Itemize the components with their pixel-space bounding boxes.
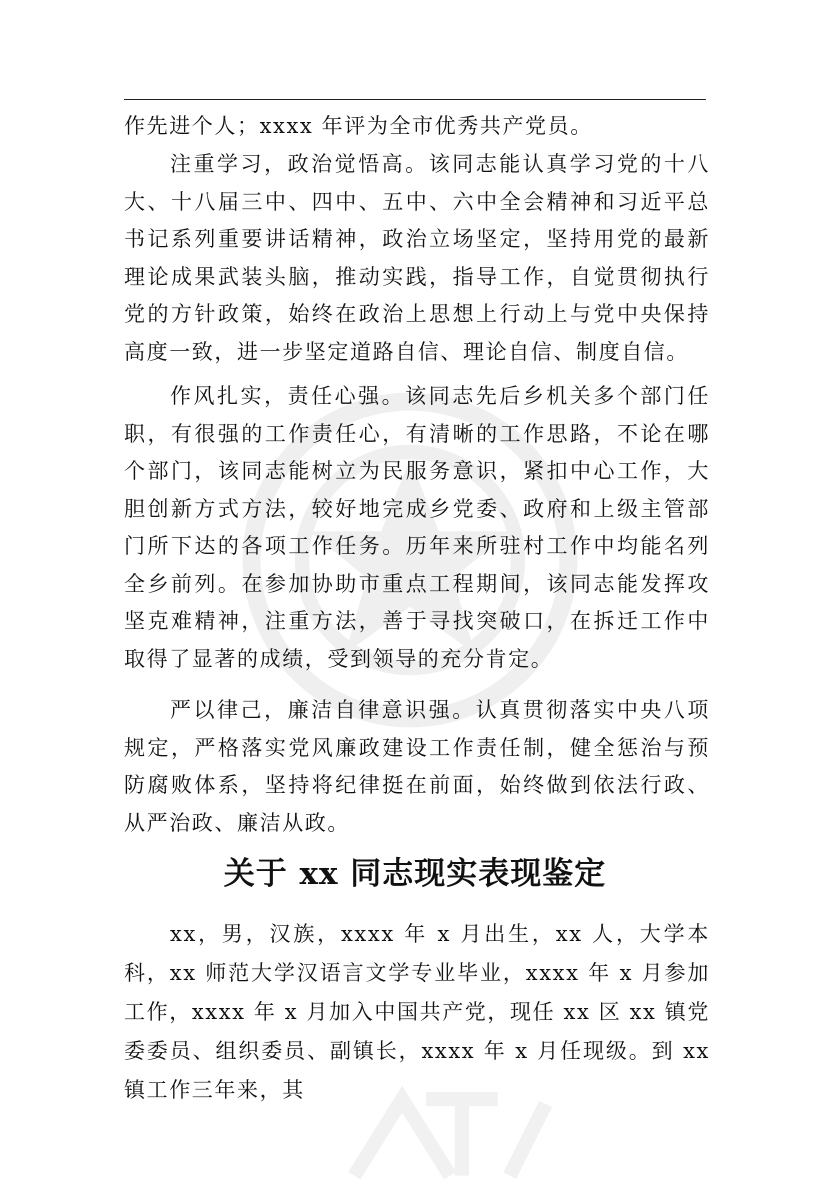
header-rule [124, 99, 706, 100]
paragraph-self-discipline: 严以律己，廉洁自律意识强。认真贯彻落实中央八项规定，严格落实党风廉政建设工作责任制，健全惩治与预防腐败体系，坚持将纪律挺在前面，始终做到依法行政、从严治政、廉洁从政。 [124, 698, 710, 835]
continuation-line: 作先进个人；xxxx 年评为全市优秀共产党员。 [124, 114, 593, 138]
section-paragraph: xx，男，汉族，xxxx 年 x 月出生，xx 人，大学本科，xx 师范大学汉语言文学专业毕业，xxxx 年 x 月参加工作，xxxx 年 x 月加入中国共产党，现任 xx 区 xx 镇党委委员、组织委员、副镇长，xxxx 年 x 月任现级。到 xx 镇工作三年来，其 [124, 922, 710, 1102]
paragraph-study: 注重学习，政治觉悟高。该同志能认真学习党的十八大、十八届三中、四中、五中、六中全会精神和习近平总书记系列重要讲话精神，政治立场坚定，坚持用党的最新理论成果武装头脑，推动实践，指导工作，自觉贯彻执行党的方针政策，始终在政治上思想上行动上与党中央保持高度一致，进一步坚定道路自信、理论自信、制度自信。 [124, 152, 710, 364]
section-title: 关于 xx 同志现实表现鉴定 [223, 856, 607, 892]
paragraph-work-style: 作风扎实，责任心强。该同志先后乡机关多个部门任职，有很强的工作责任心，有清晰的工作思路，不论在哪个部门，该同志能树立为民服务意识，紧扣中心工作，大胆创新方式方法，较好地完成乡党委、政府和上级主管部门所下达的各项工作任务。历年来所驻村工作中均能名列全乡前列。在参加协助市重点工程期间，该同志能发挥攻坚克难精神，注重方法，善于寻找突破口，在拆迁工作中取得了显著的成绩，受到领导的充分肯定。 [124, 384, 710, 671]
